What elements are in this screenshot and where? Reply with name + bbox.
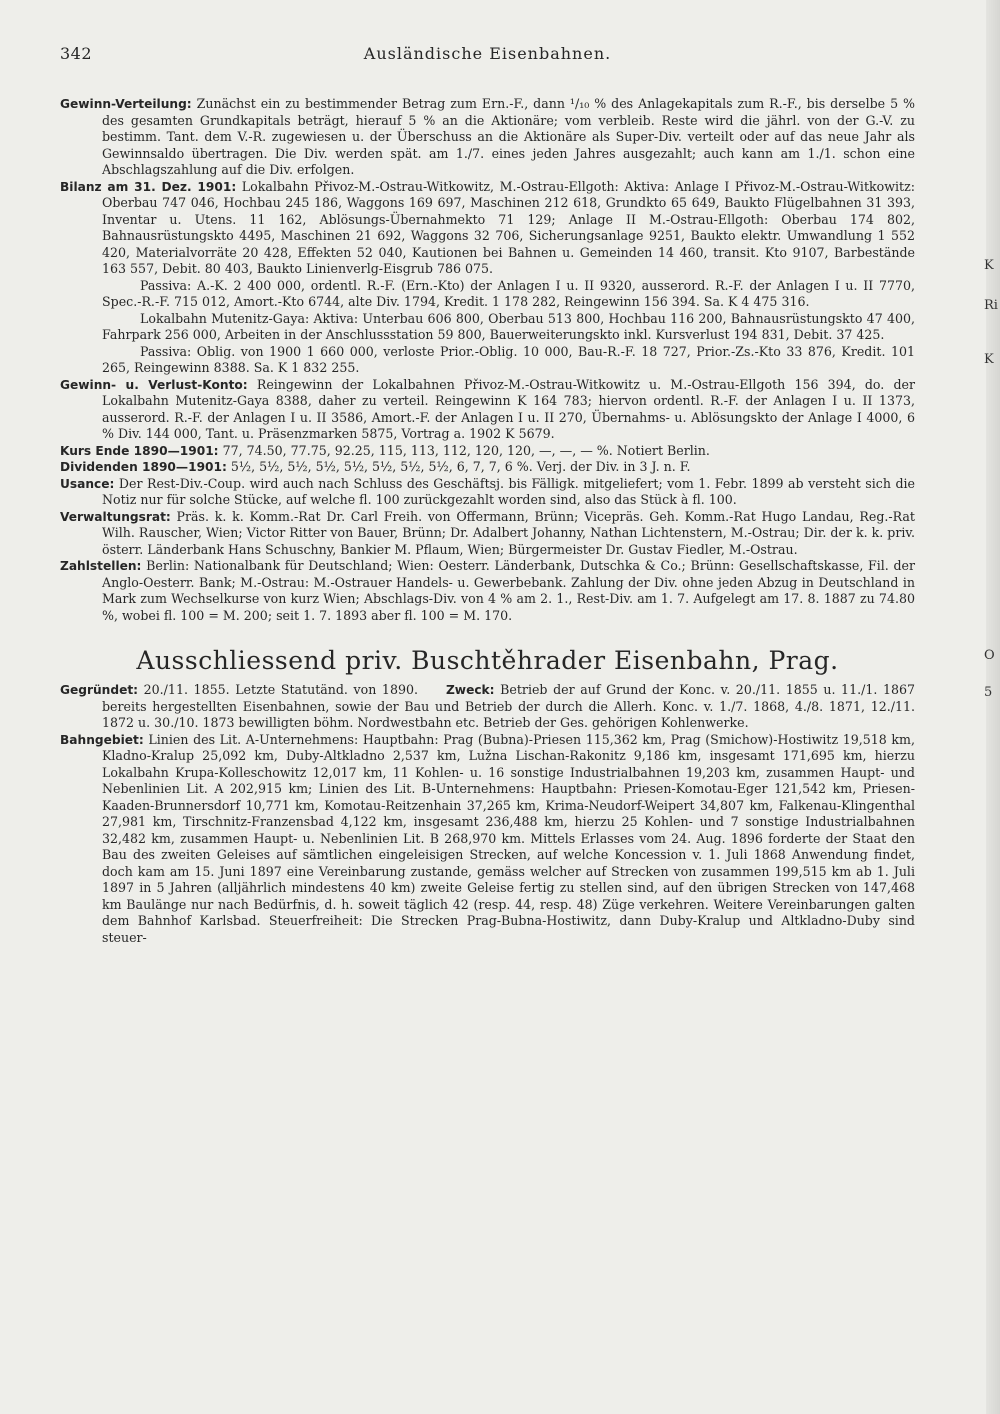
entry-text-zweck: Betrieb der auf Grund der Konc. v. 20./11. 1855 u. 11./1. 1867 bereits hergestellten Eisenbahnen, sowie der Bau und Betrieb der durch die Allerh. Konc. v. 1./7. 1868, 4./8. 1871, 12./11. 1872 u. 30./10. 1873 bewilligten böhm. Nordwestbahn etc. Betrieb der Ges. gehörigen Kohlenwerke. — [102, 682, 915, 730]
entry-text: Linien des Lit. A-Unternehmens: Hauptbahn: Prag (Bubna)-Priesen 115,362 km, Prag (Smichow)-Hostiwitz 19,518 km, Kladno-Kralup 25,092 km, Duby-Altkladno 2,537 km, Lužna Lischan-Rakonitz 9,186 km, insgesamt 171,695 km, hierzu Lokalbahn Krupa-Kolleschowitz 12,017 km, 11 Kohlen- u. 16 sonstige Industrialbahnen 19,203 km, zusammen Haupt- und Nebenlinien Lit. A 202,915 km; Linien des Lit. B-Unternehmens: Hauptbahn: Priesen-Komotau-Eger 121,542 km, Priesen-Kaaden-Brunnersdorf 10,771 km, Komotau-Reitzenhain 37,265 km, Krima-Neudorf-Weipert 34,807 km, Falkenau-Klingenthal 27,981 km, Tirschnitz-Franzensbad 4,122 km, insgesamt 236,488 km, hierzu 25 Kohlen- und 7 sonstige Industrialbahnen 32,482 km, zusammen Haupt- u. Nebenlinien Lit. B 268,970 km. Mittels Erlasses vom 24. Aug. 1896 forderte der Staat den Bau des zweiten Geleises auf sämtlichen eingeleisigen Strecken, auf welche Koncession v. 1. Juli 1868 Anwendung findet, doch kam am 15. Juni 1897 eine Vereinbarung zustande, gemäss welcher auf Strecken von zusammen 199,515 km ab 1. Juli 1897 in 5 Jahren (alljährlich mindestens 40 km) zweite Geleise fertig zu stellen sind, auf den übrigen Strecken von 147,468 km Baulänge nur nach Bedürfnis, d. h. soweit täglich 42 (resp. 44, resp. 48) Züge verkehren. Weitere Vereinbarungen galten dem Bahnhof Karlsbad. Steuerfreiheit: Die Strecken Prag-Bubna-Hostiwitz, dann Duby-Kralup und Altkladno-Duby sind steuer- — [102, 731, 915, 945]
entry-label: Zahlstellen: — [60, 559, 142, 573]
entry-gegruendet-zweck — [60, 682, 915, 732]
entry-gewinn-verlust — [60, 377, 915, 443]
entry-text: Reingewinn der Lokalbahnen Přivoz-M.-Ostrau-Witkowitz u. M.-Ostrau-Ellgoth 156 394, do. der Lokalbahn Mutenitz-Gaya 8388, daher zu verteil. Reingewinn K 164 783; hiervon ordentl. R.-F. der Anlagen I u. II 1373, ausserord. R.-F. der Anlagen I u. II 3586, Amort.-F. der Anlagen I u. II 270, Übernahms- u. Ablösungskto der Anlage I 4000, 6 % Div. 144 000, Tant. u. Präsenzmarken 5875, Vortrag a. 1902 K 5679. — [102, 376, 916, 441]
entry-label: Dividenden 1890—1901: — [60, 460, 227, 474]
document-page — [60, 44, 916, 945]
entry-text: Der Rest-Div.-Coup. wird auch nach Schluss des Geschäftsj. bis Fälligk. mitgeliefert; vom 1. Febr. 1899 ab versteht sich die Notiz nur für solche Stücke, auf welche fl. 100 zurückgezahlt worden sind, also das Stück à fl. 100. — [102, 475, 915, 507]
entry-label: Bilanz am 31. Dez. 1901: — [60, 179, 237, 194]
entry-text: Lokalbahn Přivoz-M.-Ostrau-Witkowitz, M.-Ostrau-Ellgoth: Aktiva: Anlage I Přivoz-M.-Ostrau-Witkowitz: Oberbau 747 046, Hochbau 245 186, Waggons 169 697, Maschinen 212 618, Grundkto 65 649, Baukto Flügelbahnen 31 393, Inventar u. Utens. 11 162, Ablösungs-Übernahmekto 71 129; Anlage II M.-Ostrau-Ellgoth: Oberbau 174 802, Bahnausrüstungskto 4495, Maschinen 21 692, Waggons 32 706, Sicherungsanlage 9251, Baukto elektr. Umwandlung 1 552 420, Materialvorräte 20 428, Effekten 52 040, Kautionen bei Bahnen u. Gemeinden 14 460, transit. Kto 9107, Barbestände 163 557, Debit. 80 403, Baukto Linienverlg-Eisgrub 786 075. — [102, 178, 915, 276]
entry-text: Berlin: Nationalbank für Deutschland; Wien: Oesterr. Länderbank, Dutschka & Co.; Brünn: Gesellschaftskasse, Fil. der Anglo-Oesterr. Bank; M.-Ostrau: M.-Ostrauer Handels- u. Gewerbebank. Zahlung der Div. ohne jeden Abzug in Deutschland in Mark zum Wechselkurse von kurz Wien; Abschlags-Div. von 4 % am 2. 1., Rest-Div. am 1. 7. Aufgelegt am 17. 8. 1887 zu 74.80 %, wobei fl. 100 = M. 200; seit 1. 7. 1893 aber fl. 100 = M. 170. — [102, 558, 915, 623]
paragraph-text: Passiva: A.-K. 2 400 000, ordentl. R.-F. (Ern.-Kto) der Anlagen I u. II 9320, ausserord. R.-F. der Anlagen I u. II 7770, Spec.-R.-F. 715 012, Amort.-Kto 6744, alte Div. 1794, Kredit. 1 178 282, Reingewinn 156 394. Sa. K 4 475 316. — [102, 277, 915, 309]
company-heading: Ausschliessend priv. Buschtěhrader Eisenbahn, Prag. — [136, 646, 839, 675]
bilanz-passiva-1 — [60, 278, 915, 311]
entry-kurs — [60, 443, 915, 460]
entry-usance — [60, 476, 915, 509]
entry-text: Zunächst ein zu bestimmender Betrag zum Ern.-F., dann ¹/₁₀ % des Anlagekapitals zum R.-F., bis derselbe 5 % des gesamten Grundkapitals beträgt, hierauf 5 % an die Aktionäre; vom verbleib. Reste wird die jährl. von der G.-V. zu bestimm. Tant. dem V.-R. zugewiesen u. der Überschuss an die Aktionäre als Super-Div. verteilt oder auf das neue Jahr als Gewinnsaldo übertragen. Die Div. werden spät. am 1./7. eines jeden Jahres ausgezahlt; auch kann am 1./1. schon eine Abschlagszahlung auf die Div. erfolgen. — [102, 96, 915, 177]
entry-label-zweck: Zweck: — [445, 683, 495, 697]
entry-verwaltungsrat — [60, 509, 915, 559]
entry-label: Gegründet: — [60, 683, 139, 697]
running-title: Ausländische Eisenbahnen. — [363, 44, 612, 63]
entry-label: Bahngebiet: — [60, 732, 144, 747]
entry-text: 20./11. 1855. Letzte Statutänd. von 1890. — [143, 682, 418, 697]
entry-label: Verwaltungsrat: — [60, 509, 171, 524]
page-body — [60, 96, 915, 946]
margin-fragment: Ri — [984, 298, 998, 313]
margin-fragment: K — [984, 258, 994, 273]
entry-label: Usance: — [60, 476, 115, 491]
page-number: 342 — [60, 44, 93, 63]
margin-fragment: K — [984, 352, 994, 367]
entry-text: Präs. k. k. Komm.-Rat Dr. Carl Freih. von Offermann, Brünn; Vicepräs. Geh. Komm.-Rat Hugo Landau, Reg.-Rat Wilh. Rauscher, Wien; Victor Ritter von Bauer, Brünn; Dr. Adalbert Johanny, Nathan Lichtenstern, M.-Ostrau; Dir. der k. k. priv. österr. Länderbank Hans Schuschny, Bankier M. Pflaum, Wien; Bürgermeister Dr. Gustav Fiedler, M.-Ostrau. — [102, 508, 915, 557]
margin-fragment: O — [984, 648, 995, 663]
paragraph-text: Lokalbahn Mutenitz-Gaya: Aktiva: Unterbau 606 800, Oberbau 513 800, Hochbau 116 200, Bahnausrüstungskto 47 400, Fahrpark 256 000, Arbeiten in der Anschlussstation 59 800, Bauerweiterungskto inkl. Kursverlust 194 831, Debit. 37 425. — [102, 310, 915, 342]
entry-zahlstellen — [60, 558, 915, 624]
entry-gewinn-verteilung — [60, 96, 915, 179]
paragraph-text: Passiva: Oblig. von 1900 1 660 000, verloste Prior.-Oblig. 10 000, Bau-R.-F. 18 727, Prior.-Zs.-Kto 33 876, Kredit. 101 265, Reingewinn 8388. Sa. K 1 832 255. — [102, 343, 915, 375]
margin-fragment: 5 — [984, 685, 993, 700]
adjacent-page-edge — [986, 0, 1000, 1414]
entry-bahngebiet — [60, 732, 915, 947]
running-header — [60, 44, 915, 74]
bilanz-mutenitz-aktiva — [60, 311, 915, 344]
entry-text: 77, 74.50, 77.75, 92.25, 115, 113, 112, 120, 120, —, —, — %. Notiert Berlin. — [222, 442, 710, 458]
entry-text: 5½, 5½, 5½, 5½, 5½, 5½, 5½, 5½, 6, 7, 7, 6 %. Verj. der Div. in 3 J. n. F. — [230, 459, 691, 474]
entry-bilanz — [60, 179, 915, 278]
bilanz-passiva-2 — [60, 344, 915, 377]
entry-label: Gewinn-Verteilung: — [60, 97, 192, 111]
entry-label: Gewinn- u. Verlust-Konto: — [60, 377, 248, 392]
entry-label: Kurs Ende 1890—1901: — [60, 443, 219, 458]
entry-dividenden — [60, 459, 915, 476]
